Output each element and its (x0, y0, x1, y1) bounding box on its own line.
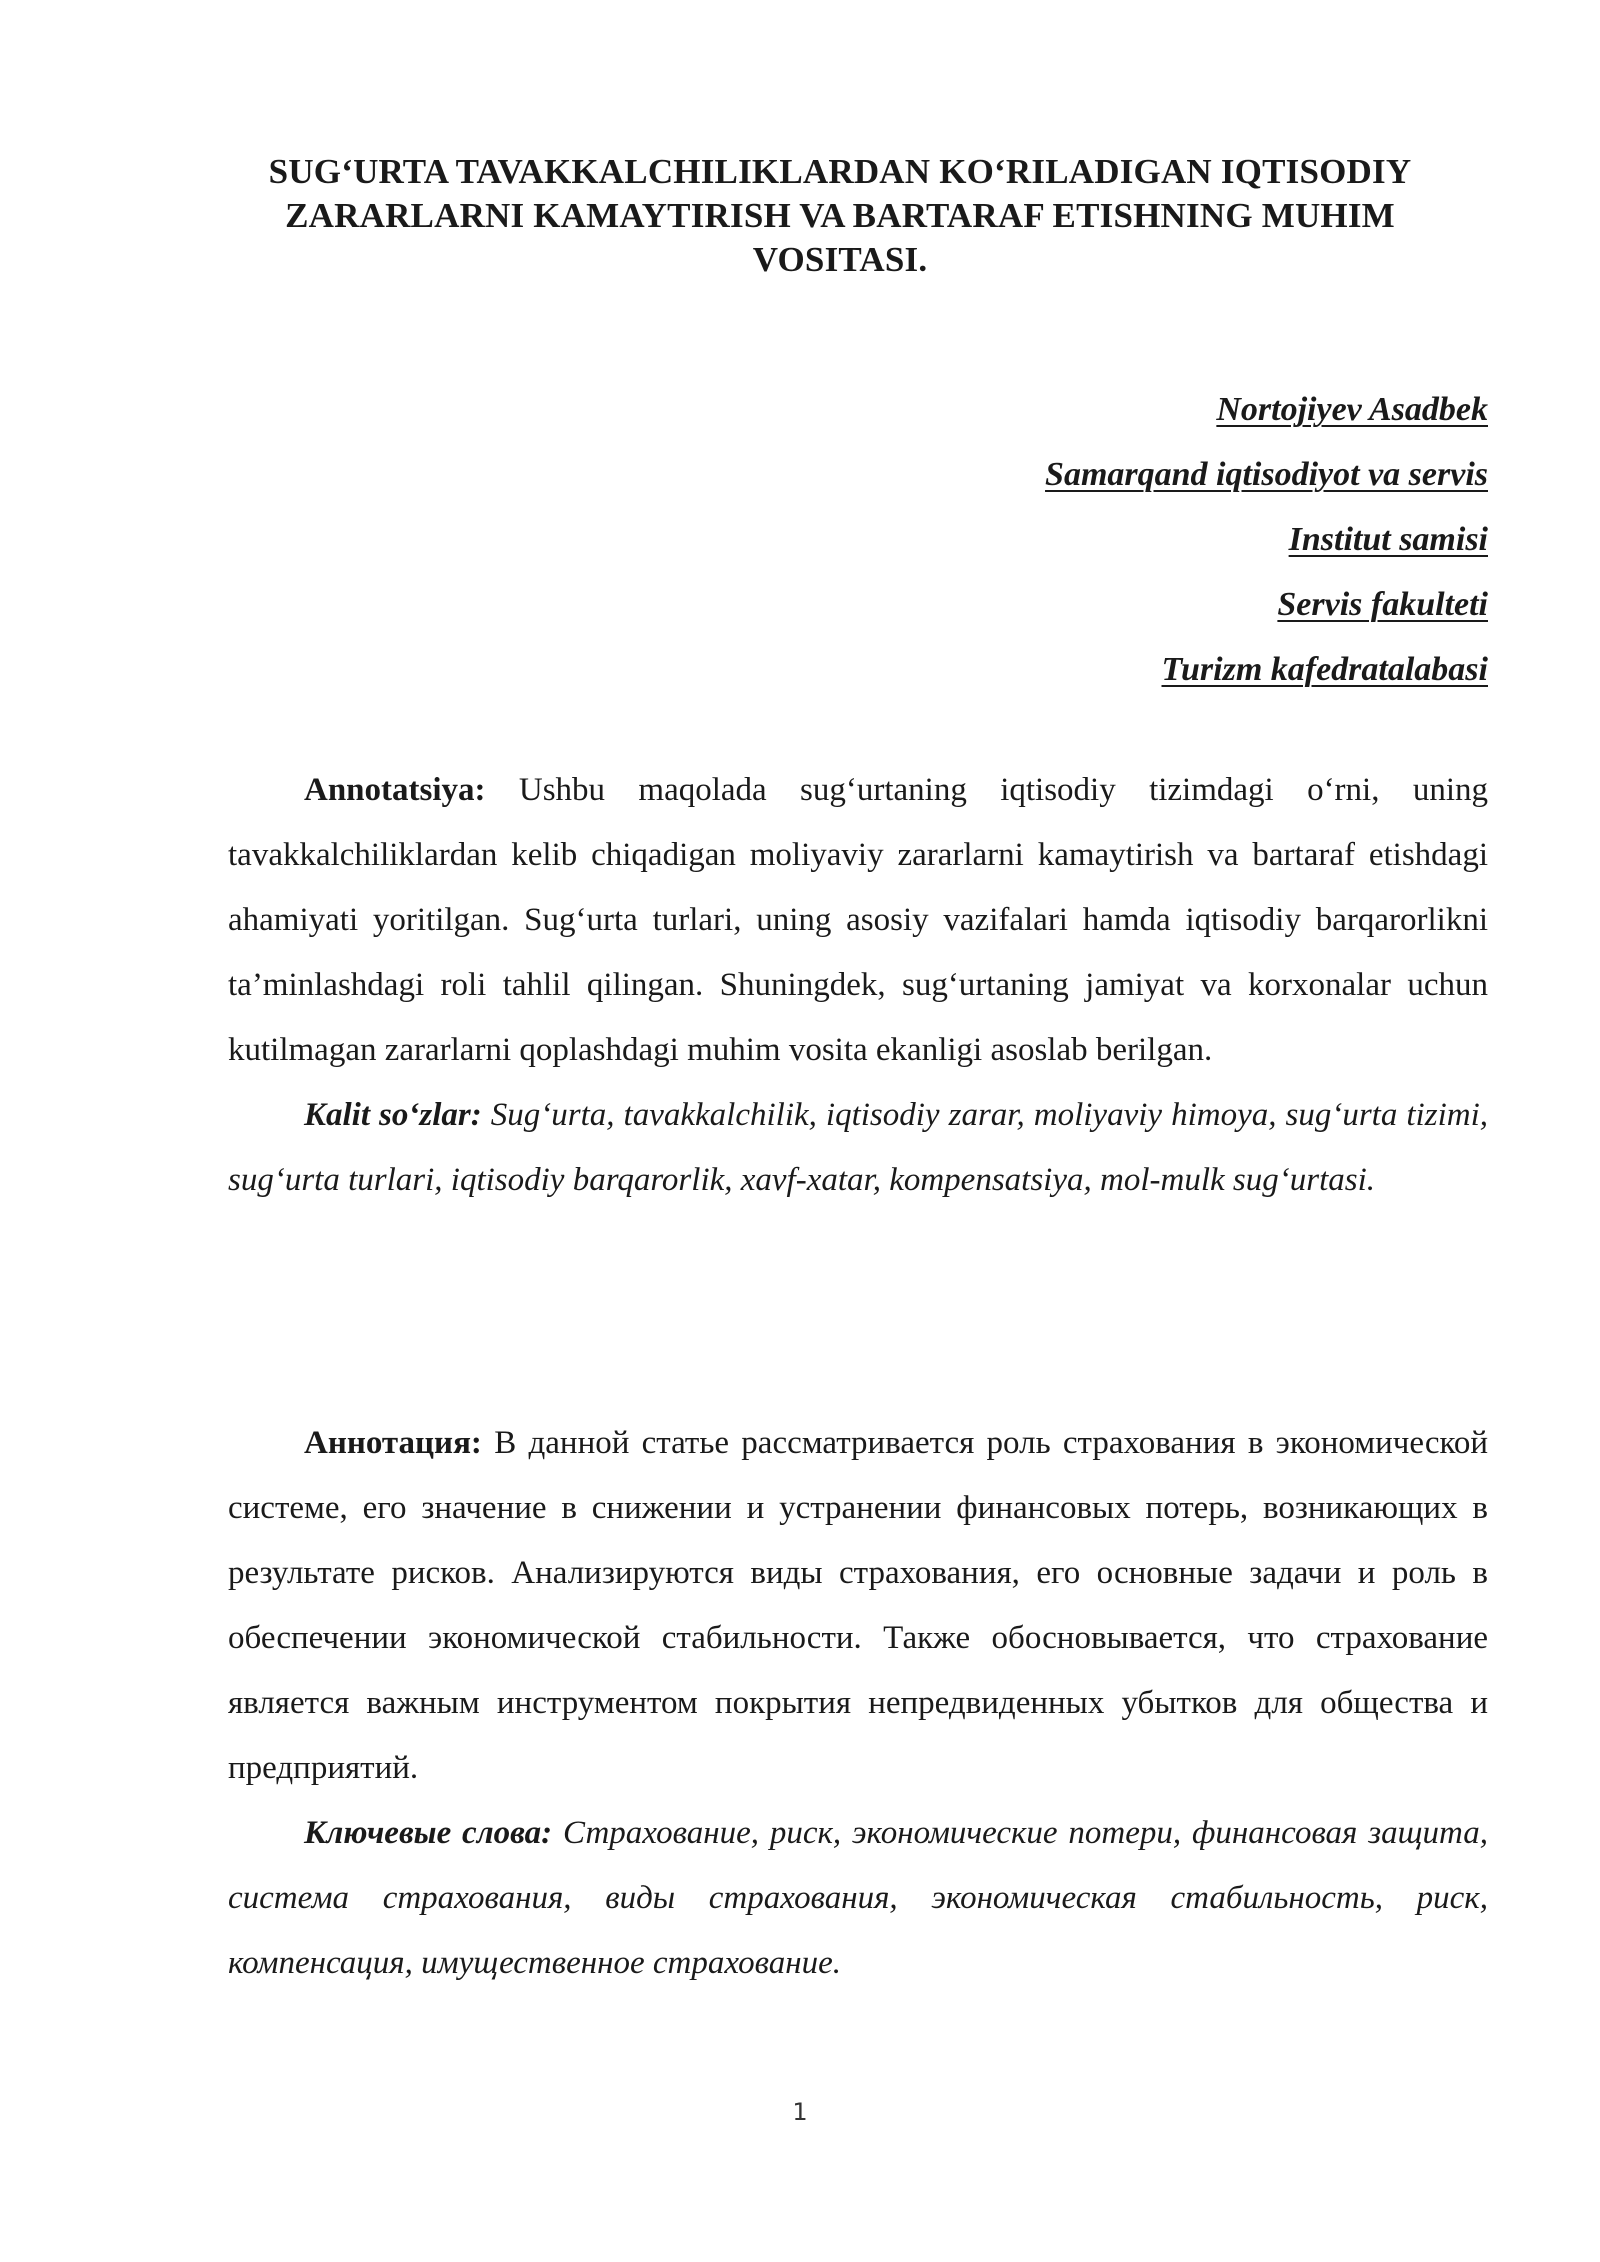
page-number: 1 (792, 2098, 808, 2126)
uzbek-keywords-text: Sug‘urta, tavakkalchilik, iqtisodiy zarar, moliyaviy himoya, sug‘urta tizimi, sug‘urta turlari, iqtisodiy barqarorlik, xavf-xatar, kompensatsiya, mol-mulk sug‘urtasi. (228, 1097, 1488, 1198)
paper-title (220, 150, 1460, 282)
title-line-2: ZARARLARNI KAMAYTIRISH VA BARTARAF ETISHNING MUHIM (285, 196, 1395, 235)
title-line-3: VOSITASI. (752, 240, 928, 279)
uzbek-abstract (228, 758, 1488, 1083)
author-name: Nortojiyev Asadbek (1216, 391, 1488, 428)
affiliation-department: Turizm kafedratalabasi (1161, 651, 1488, 688)
uzbek-abstract-text: Ushbu maqolada sug‘urtaning iqtisodiy tizimdagi o‘rni, uning tavakkalchiliklardan kelib chiqadigan moliyaviy zararlarni kamaytirish va bartaraf etishdagi ahamiyati yoritilgan. Sug‘urta turlari, uning asosiy vazifalari hamda iqtisodiy barqarorlikni ta’minlashdagi roli tahlil qilingan. Shuningdek, sug‘urtaning jamiyat va korxonalar uchun kutilmagan zararlarni qoplashdagi muhim vosita ekanligi asoslab berilgan. (228, 772, 1488, 1068)
uzbek-keywords-label: Kalit so‘zlar: (304, 1097, 482, 1133)
uzbek-abstract-section (228, 758, 1488, 1213)
russian-abstract-text: В данной статье рассматривается роль страхования в экономической системе, его значение в снижении и устранении финансовых потерь, возникающих в результате рисков. Анализируются виды страхования, его основные задачи и роль в обеспечении экономической стабильности. Также обосновывается, что страхование является важным инструментом покрытия непредвиденных убытков для общества и предприятий. (228, 1425, 1488, 1786)
russian-keywords (228, 1801, 1488, 1996)
title-line-1: SUG‘URTA TAVAKKALCHILIKLARDAN KO‘RILADIGAN IQTISODIY (268, 152, 1412, 191)
russian-abstract (228, 1411, 1488, 1801)
uzbek-keywords (228, 1083, 1488, 1213)
uzbek-abstract-label: Annotatsiya: (304, 772, 486, 808)
russian-keywords-text: Страхование, риск, экономические потери, финансовая защита, система страхования, виды страхования, экономическая стабильность, риск, компенсация, имущественное страхование. (228, 1815, 1488, 1981)
affiliation-faculty: Servis fakulteti (1277, 586, 1488, 623)
affiliation-institute: Institut samisi (1288, 521, 1488, 558)
affiliation-university: Samarqand iqtisodiyot va servis (1045, 456, 1488, 493)
russian-keywords-label: Ключевые слова: (304, 1815, 553, 1851)
russian-abstract-label: Аннотация: (304, 1425, 482, 1461)
russian-abstract-section (228, 1411, 1488, 1996)
author-affiliation-block (700, 377, 1488, 702)
